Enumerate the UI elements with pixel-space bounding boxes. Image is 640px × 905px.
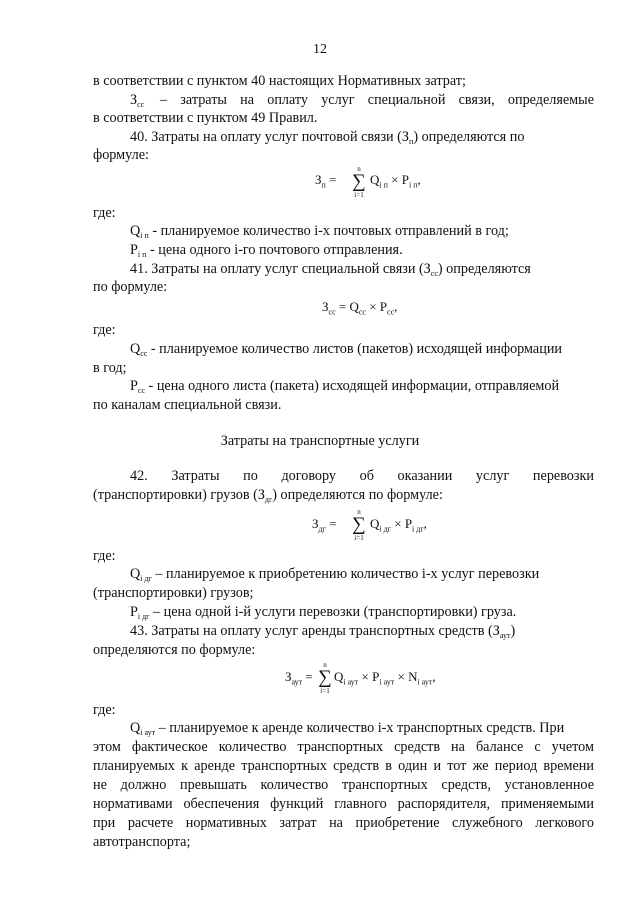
text-line: определяются по формуле: xyxy=(93,642,256,658)
text-line: (транспортировки) грузов $(З_{дг})$ определяются по формуле: xyxy=(93,487,443,504)
paragraph-43: 43. Затраты на оплату услуг аренды транспортных средств $(З_{аут})$ xyxy=(130,623,516,640)
paragraph-41: 41. Затраты на оплату услуг специальной связи $(З_{сс})$ определяются xyxy=(130,261,531,278)
text-line: в соответствии с пунктом 40 настоящих Нормативных затрат; xyxy=(93,73,466,89)
text-line: формуле: xyxy=(93,147,149,163)
text-line: (транспортировки) грузов; xyxy=(93,585,254,601)
text-line: по каналам специальной связи. xyxy=(93,397,282,413)
text-line: планируемых к аренде транспортных средств в один и тот же период времени xyxy=(93,758,594,774)
text-line: – затраты на оплату услуг специальной связи, определяемые xyxy=(160,92,594,108)
text-line: где: xyxy=(93,548,116,564)
text-line: где: xyxy=(93,702,116,718)
text-line: при расчете нормативных затрат на приобретение служебного легкового xyxy=(93,815,594,831)
formula-postal-terms: $Q_{i п} \times P_{i п}$, xyxy=(370,172,421,190)
formula-postal: $З_п$ = xyxy=(315,172,337,190)
paragraph-40: 40. Затраты на оплату услуг почтовой связи $(З_п)$ определяются по xyxy=(130,129,525,146)
formula-special: $З_{сс} = Q_{сс} \times P_{сс}$, xyxy=(322,299,398,317)
formula-rental-terms: $Q_{i аут} \times P_{i аут} \times N_{i аут}$, xyxy=(334,669,436,687)
text-line: в год; xyxy=(93,360,127,376)
text-line: $З_{сс}$ xyxy=(130,92,145,109)
text-line: этом фактическое количество транспортных средств на балансе с учетом xyxy=(93,739,594,755)
sum-symbol: n ∑ i=1 xyxy=(352,165,366,199)
text-line: по формуле: xyxy=(93,279,168,295)
formula-freight: $З_{дг}$ = xyxy=(312,516,337,534)
text-line: не должно превышать количество транспортных средств, установленное xyxy=(93,777,594,793)
definition-q: $Q_{i дг}$ – планируемое к приобретению количество i-х услуг перевозки xyxy=(130,566,540,583)
section-heading: Затраты на транспортные услуги xyxy=(220,433,420,449)
text-line: где: xyxy=(93,322,116,338)
page-number: 12 xyxy=(313,42,327,57)
text-line: где: xyxy=(93,205,116,221)
text-line: нормативами обеспечения функций главного распорядителя, применяемыми xyxy=(93,796,594,812)
definition-q: $Q_{i п}$ - планируемое количество i-х почтовых отправлений в год; xyxy=(130,223,509,240)
definition-p: $P_{сс}$ - цена одного листа (пакета) исходящей информации, отправляемой xyxy=(130,378,560,395)
formula-freight-terms: $Q_{i дг} \times P_{i дг}$, xyxy=(370,516,427,534)
definition-q: $Q_{сс}$ - планируемое количество листов (пакетов) исходящей информации xyxy=(130,341,563,358)
sum-symbol: n ∑ i=1 xyxy=(352,508,366,542)
definition-p: $P_{i п}$ - цена одного i-го почтового отправления. xyxy=(130,242,403,259)
formula-rental: $З_{аут}$ = xyxy=(285,669,313,687)
paragraph-42: 42. Затраты по договору об оказании услуг перевозки xyxy=(130,468,594,484)
definition-q: $Q_{i аут}$ – планируемое к аренде количество i-х транспортных средств. При xyxy=(130,720,565,737)
text-line: автотранспорта; xyxy=(93,834,191,850)
text-line: в соответствии с пунктом 49 Правил. xyxy=(93,110,318,126)
sum-symbol: n ∑ i=1 xyxy=(318,661,332,695)
definition-p: $P_{i дг}$ – цена одной i-й услуги перевозки (транспортировки) груза. xyxy=(130,604,517,621)
